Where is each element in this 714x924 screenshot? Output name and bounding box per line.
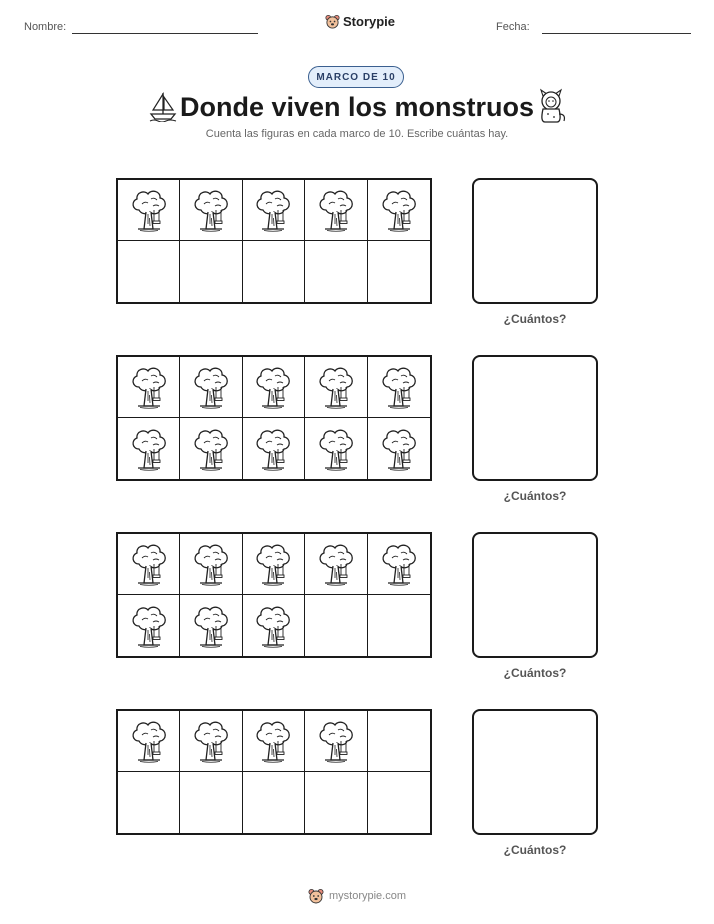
ten-frame-cell (243, 711, 305, 772)
ten-frame-cell (368, 772, 430, 833)
tree-with-swing-icon (253, 719, 293, 763)
ten-frame-cell (243, 357, 305, 418)
ten-frame-cell (118, 595, 180, 656)
tree-with-swing-icon (191, 719, 231, 763)
tree-with-swing-icon (191, 427, 231, 471)
ten-frame-cell (118, 241, 180, 302)
ten-frame-cell (180, 241, 242, 302)
ten-frame-cell (118, 711, 180, 772)
tree-with-swing-icon (316, 542, 356, 586)
ten-frame-2 (116, 355, 432, 481)
tree-with-swing-icon (191, 365, 231, 409)
ten-frame-cell (368, 241, 430, 302)
how-many-label: ¿Cuántos? (503, 666, 567, 680)
bear-face-icon (325, 14, 340, 29)
ten-frame-cell (118, 534, 180, 595)
date-label: Fecha: (496, 21, 530, 33)
ten-frame-cell (118, 418, 180, 479)
answer-box-4[interactable] (472, 709, 598, 835)
ten-frame-cell (305, 711, 367, 772)
tree-with-swing-icon (129, 719, 169, 763)
brand-name: Storypie (343, 14, 396, 29)
ten-frame-cell (180, 357, 242, 418)
tree-with-swing-icon (253, 542, 293, 586)
ten-frame-cell (180, 180, 242, 241)
tree-with-swing-icon (379, 188, 419, 232)
ten-frame-cell (180, 772, 242, 833)
ten-frame-cell (368, 418, 430, 479)
ten-frame-cell (180, 595, 242, 656)
ten-frame-cell (368, 357, 430, 418)
ten-frame-cell (305, 772, 367, 833)
ten-frame-cell (118, 772, 180, 833)
tree-with-swing-icon (253, 365, 293, 409)
page-instructions: Cuenta las figuras en cada marco de 10. Escribe cuántas hay. (205, 128, 509, 140)
ten-frame-cell (118, 357, 180, 418)
page-title: Donde viven los monstruos (179, 92, 535, 122)
ten-frame-cell (368, 180, 430, 241)
tree-with-swing-icon (253, 604, 293, 648)
tree-with-swing-icon (379, 427, 419, 471)
ten-frame-cell (180, 418, 242, 479)
tree-with-swing-icon (129, 188, 169, 232)
ten-frame-cell (305, 241, 367, 302)
tree-with-swing-icon (316, 365, 356, 409)
date-line[interactable] (542, 33, 691, 34)
ten-frame-cell (243, 241, 305, 302)
ten-frame-cell (243, 534, 305, 595)
tree-with-swing-icon (379, 365, 419, 409)
monster-costume-icon (535, 88, 567, 124)
answer-box-3[interactable] (472, 532, 598, 658)
tree-with-swing-icon (191, 188, 231, 232)
footer-url[interactable]: mystorypie.com (328, 890, 407, 902)
tree-with-swing-icon (129, 604, 169, 648)
how-many-label: ¿Cuántos? (503, 843, 567, 857)
ten-frame-1 (116, 178, 432, 304)
ten-frame-cell (243, 418, 305, 479)
how-many-label: ¿Cuántos? (503, 312, 567, 326)
ten-frame-cell (243, 180, 305, 241)
ten-frame-cell (118, 180, 180, 241)
tree-with-swing-icon (316, 427, 356, 471)
ten-frame-cell (243, 772, 305, 833)
tree-with-swing-icon (191, 604, 231, 648)
ten-frame-cell (305, 357, 367, 418)
brand-logo (325, 14, 395, 29)
worksheet-type-badge: MARCO DE 10 (308, 66, 404, 88)
ten-frame-cell (243, 595, 305, 656)
tree-with-swing-icon (129, 427, 169, 471)
ten-frame-cell (305, 534, 367, 595)
tree-with-swing-icon (379, 542, 419, 586)
tree-with-swing-icon (316, 719, 356, 763)
name-line[interactable] (72, 33, 258, 34)
ten-frame-4 (116, 709, 432, 835)
ten-frame-cell (305, 595, 367, 656)
how-many-label: ¿Cuántos? (503, 489, 567, 503)
ten-frame-cell (368, 595, 430, 656)
ten-frame-cell (368, 711, 430, 772)
tree-with-swing-icon (316, 188, 356, 232)
tree-with-swing-icon (253, 188, 293, 232)
tree-with-swing-icon (129, 542, 169, 586)
ten-frame-cell (305, 180, 367, 241)
name-label: Nombre: (24, 21, 67, 33)
tree-with-swing-icon (129, 365, 169, 409)
answer-box-2[interactable] (472, 355, 598, 481)
ten-frame-cell (368, 534, 430, 595)
ten-frame-cell (180, 534, 242, 595)
bear-face-icon (308, 888, 324, 904)
tree-with-swing-icon (191, 542, 231, 586)
ten-frame-cell (180, 711, 242, 772)
tree-with-swing-icon (253, 427, 293, 471)
ten-frame-cell (305, 418, 367, 479)
footer (0, 888, 714, 904)
answer-box-1[interactable] (472, 178, 598, 304)
ten-frame-3 (116, 532, 432, 658)
